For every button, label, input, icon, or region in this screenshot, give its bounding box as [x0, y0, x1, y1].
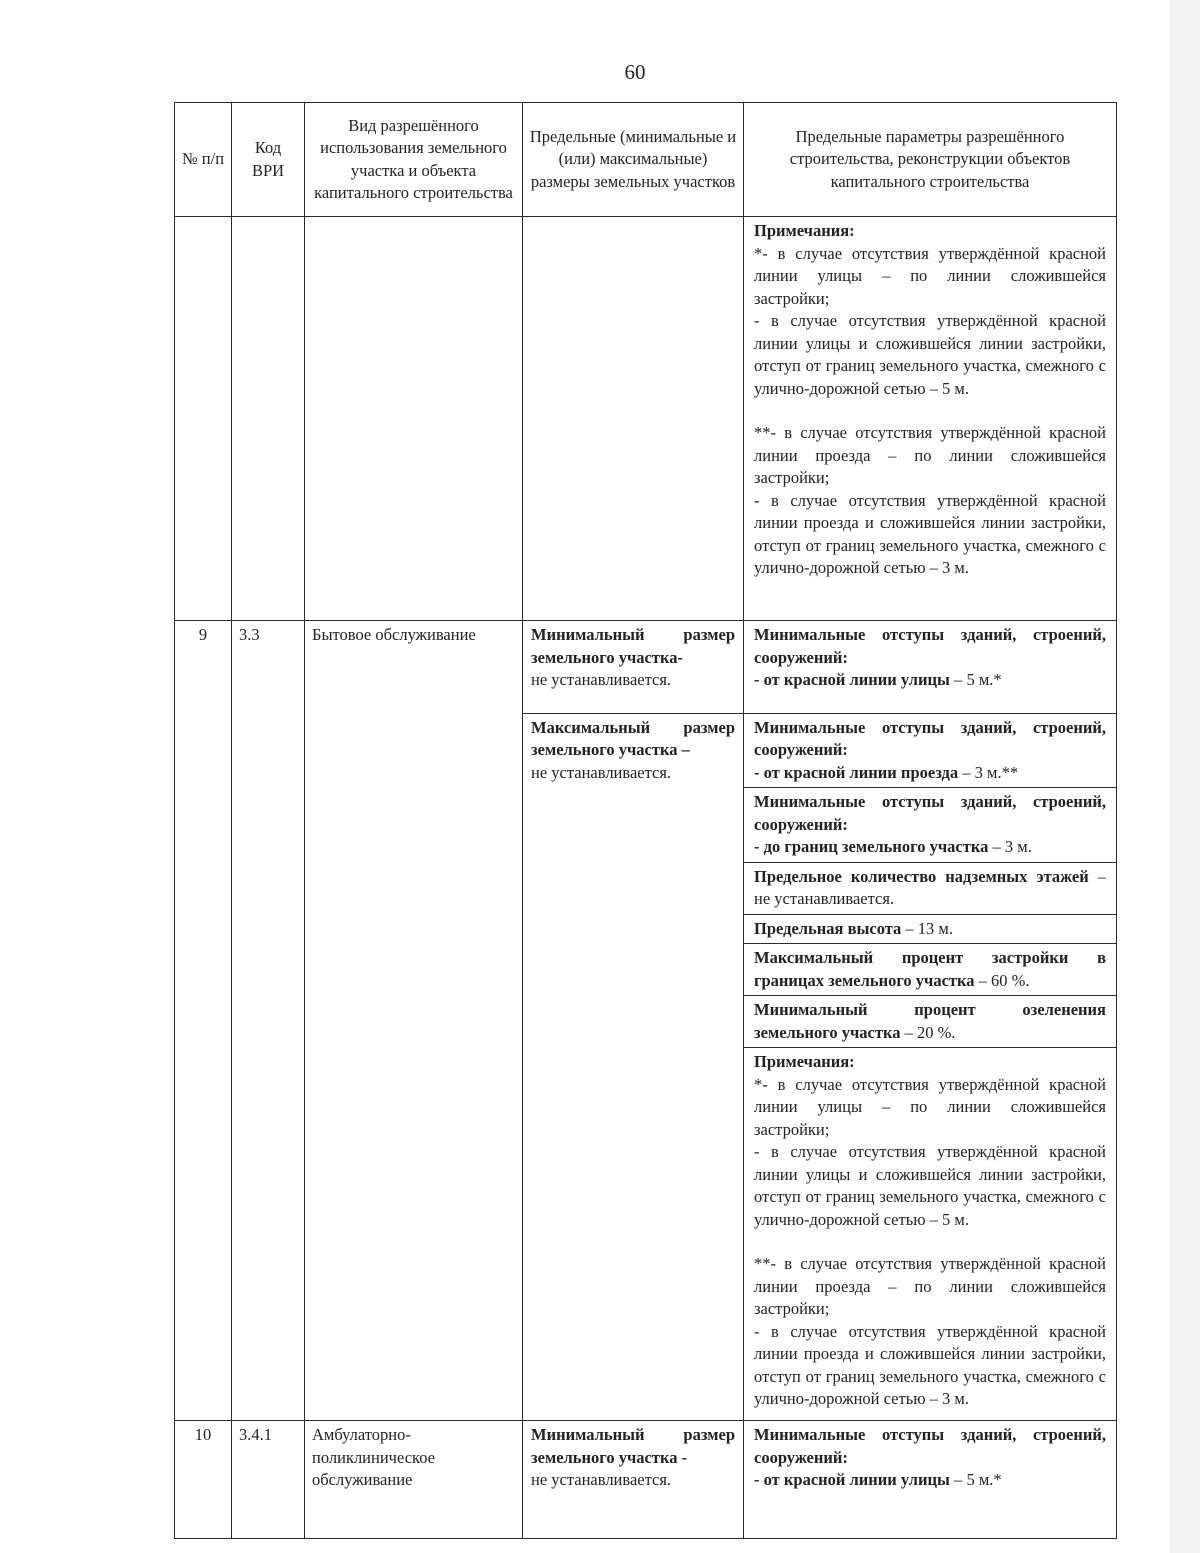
header-params: Предельные параметры разрешённого строительства, реконструкции объектов капитального строительства: [744, 103, 1117, 217]
max-size-label: Максимальный размер земельного участка –: [531, 717, 735, 759]
table-row: [175, 621, 1117, 1421]
regulation-table: [174, 102, 1117, 1539]
note-text: - в случае отсутствия утверждённой красной линии проезда и сложившейся линии застройки, отступ от границ земельного участка, смежного с улично-дорожной сетью – 3 м.: [754, 1321, 1106, 1408]
page-number: 60: [624, 60, 646, 84]
notes-block: [744, 1048, 1116, 1414]
use-type: Бытовое обслуживание: [305, 621, 523, 1421]
vri-code: 3.4.1: [232, 1421, 305, 1539]
vri-code: 3.3: [232, 621, 305, 1421]
note-text: - в случае отсутствия утверждённой красной линии проезда и сложившейся линии застройки, отступ от границ земельного участка, смежного с улично-дорожной сетью – 3 м.: [754, 490, 1106, 577]
param-coverage: Максимальный процент застройки в границах земельного участка – 60 %.: [744, 944, 1116, 996]
size-cell: [523, 621, 744, 1421]
note-text: - в случае отсутствия утверждённой красной линии улицы и сложившейся линии застройки, отступ от границ земельного участка, смежного с улично-дорожной сетью – 5 м.: [754, 311, 1106, 398]
header-size: Предельные (минимальные и (или) максимальные) размеры земельных участков: [523, 103, 744, 217]
param-setback-passage: Минимальные отступы зданий, строений, сооружений: - от красной линии проезда – 3 м.**: [744, 713, 1116, 788]
param-setback-boundary: Минимальные отступы зданий, строений, сооружений: - до границ земельного участка – 3 м.: [744, 788, 1116, 863]
note-text: **- в случае отсутствия утверждённой красной линии проезда – по линии сложившейся застройки;: [754, 1254, 1106, 1318]
table-row-continued: [175, 217, 1117, 621]
table-header-row: [175, 103, 1117, 217]
row-number: 10: [175, 1421, 232, 1539]
note-text: **- в случае отсутствия утверждённой красной линии проезда – по линии сложившейся застройки;: [754, 423, 1106, 487]
use-type: Амбулаторно-поликлиническое обслуживание: [305, 1421, 523, 1539]
min-size-label: Минимальный размер земельного участка-: [531, 625, 735, 667]
param-greenery: Минимальный процент озеленения земельного участка – 20 %.: [744, 996, 1116, 1048]
table-row: [175, 1421, 1117, 1539]
notes-title: Примечания:: [754, 221, 855, 240]
max-size-value: не устанавливается.: [531, 762, 672, 782]
row-number: 9: [175, 621, 232, 1421]
size-cell: [523, 1421, 744, 1539]
params-cell: [744, 621, 1117, 1421]
header-code: Код ВРИ: [232, 103, 305, 217]
scan-edge: [1170, 0, 1200, 1553]
cell-size-empty: [523, 217, 744, 621]
param-setback-street: Минимальные отступы зданий, строений, сооружений: - от красной линии улицы – 5 м.*: [744, 1421, 1117, 1539]
notes-title: Примечания:: [754, 1052, 855, 1071]
param-height: Предельная высота – 13 м.: [744, 914, 1116, 944]
min-size-label: Минимальный размер земельного участка -: [531, 1425, 735, 1467]
param-floors: Предельное количество надземных этажей – не устанавливается.: [744, 862, 1116, 914]
min-size-value: не устанавливается.: [531, 670, 672, 689]
header-num: № п/п: [175, 103, 232, 217]
cell-num-empty: [175, 217, 232, 621]
note-text: - в случае отсутствия утверждённой красной линии улицы и сложившейся линии застройки, отступ от границ земельного участка, смежного с улично-дорожной сетью – 5 м.: [754, 1142, 1106, 1229]
note-text: *- в случае отсутствия утверждённой красной линии улицы – по линии сложившейся застройки;: [754, 243, 1106, 308]
note-text: *- в случае отсутствия утверждённой красной линии улицы – по линии сложившейся застройки;: [754, 1074, 1106, 1139]
header-type: Вид разрешённого использования земельного участка и объекта капитального строительства: [305, 103, 523, 217]
cell-code-empty: [232, 217, 305, 621]
param-setback-street: Минимальные отступы зданий, строений, сооружений: - от красной линии улицы – 5 м.*: [744, 621, 1116, 713]
cell-type-empty: [305, 217, 523, 621]
notes-continued: [744, 217, 1117, 621]
min-size-value: не устанавливается.: [531, 1470, 672, 1489]
